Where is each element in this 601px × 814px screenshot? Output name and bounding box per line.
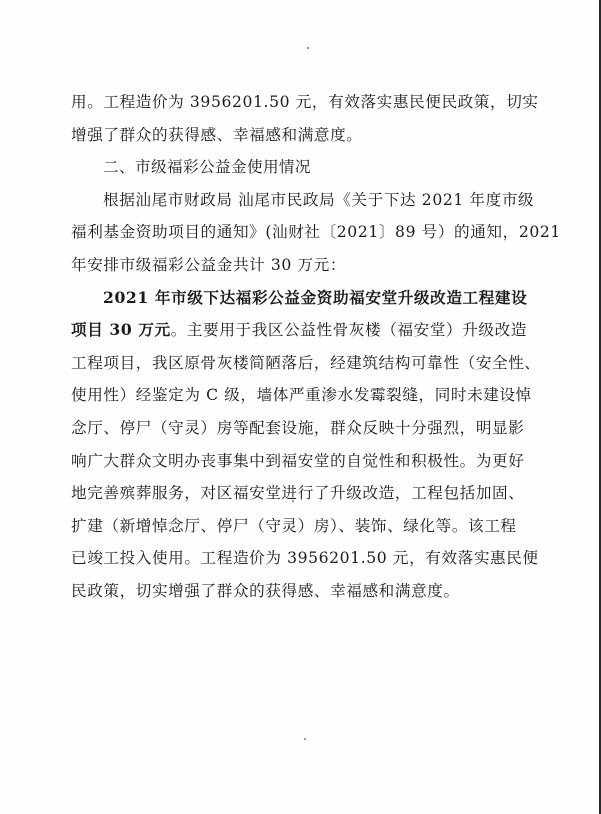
project-title-line-2	[71, 314, 561, 347]
section-heading: 二、市级福彩公益金使用情况	[103, 158, 311, 177]
project-line: 念厅、停尸（守灵）房等配套设施，群众反映十分强烈，明显影	[71, 418, 525, 437]
intro-line-2: 增强了群众的获得感、幸福感和满意度。	[71, 125, 363, 144]
project-line: 已竣工投入使用。工程造价为 3956201.50 元，有效落实惠民便	[71, 549, 539, 568]
intro-line-1: 用。工程造价为 3956201.50 元，有效落实惠民便民政策，切实	[71, 93, 539, 111]
scan-speck	[307, 47, 309, 49]
basis-line-2: 福利基金资助项目的通知》(汕财社〔2021〕89 号）的通知，2021	[71, 223, 561, 242]
basis-line-3: 年安排市级福彩公益金共计 30 万元：	[71, 255, 347, 274]
project-line: 扩建（新增悼念厅、停尸（守灵）房）、装饰、绿化等。该工程	[71, 516, 517, 535]
scan-speck	[304, 738, 306, 740]
basis-line-1: 根据汕尾市财政局 汕尾市民政局《关于下达 2021 年度市级	[103, 190, 535, 209]
project-title-amount: 项目 30 万元	[71, 320, 171, 340]
document-body	[71, 86, 561, 608]
project-line: 工程项目，我区原骨灰楼简陋落后，经建筑结构可靠性（安全性、	[71, 353, 541, 372]
project-line: 使用性）经鉴定为 C 级，墙体严重渗水发霉裂缝，同时未建设悼	[71, 386, 532, 405]
project-line: 响广大群众文明办丧事集中到福安堂的自觉性和积极性。为更好	[71, 451, 525, 470]
project-title-line-1: 2021 年市级下达福彩公益金资助福安堂升级改造工程建设	[103, 287, 528, 307]
project-line: 地完善殡葬服务，对区福安堂进行了升级改造，工程包括加固、	[71, 484, 525, 503]
project-line: 民政策，切实增强了群众的获得感、幸福感和满意度。	[71, 581, 460, 600]
project-line-1-rest: 。主要用于我区公益性骨灰楼（福安堂）升级改造	[170, 321, 527, 340]
